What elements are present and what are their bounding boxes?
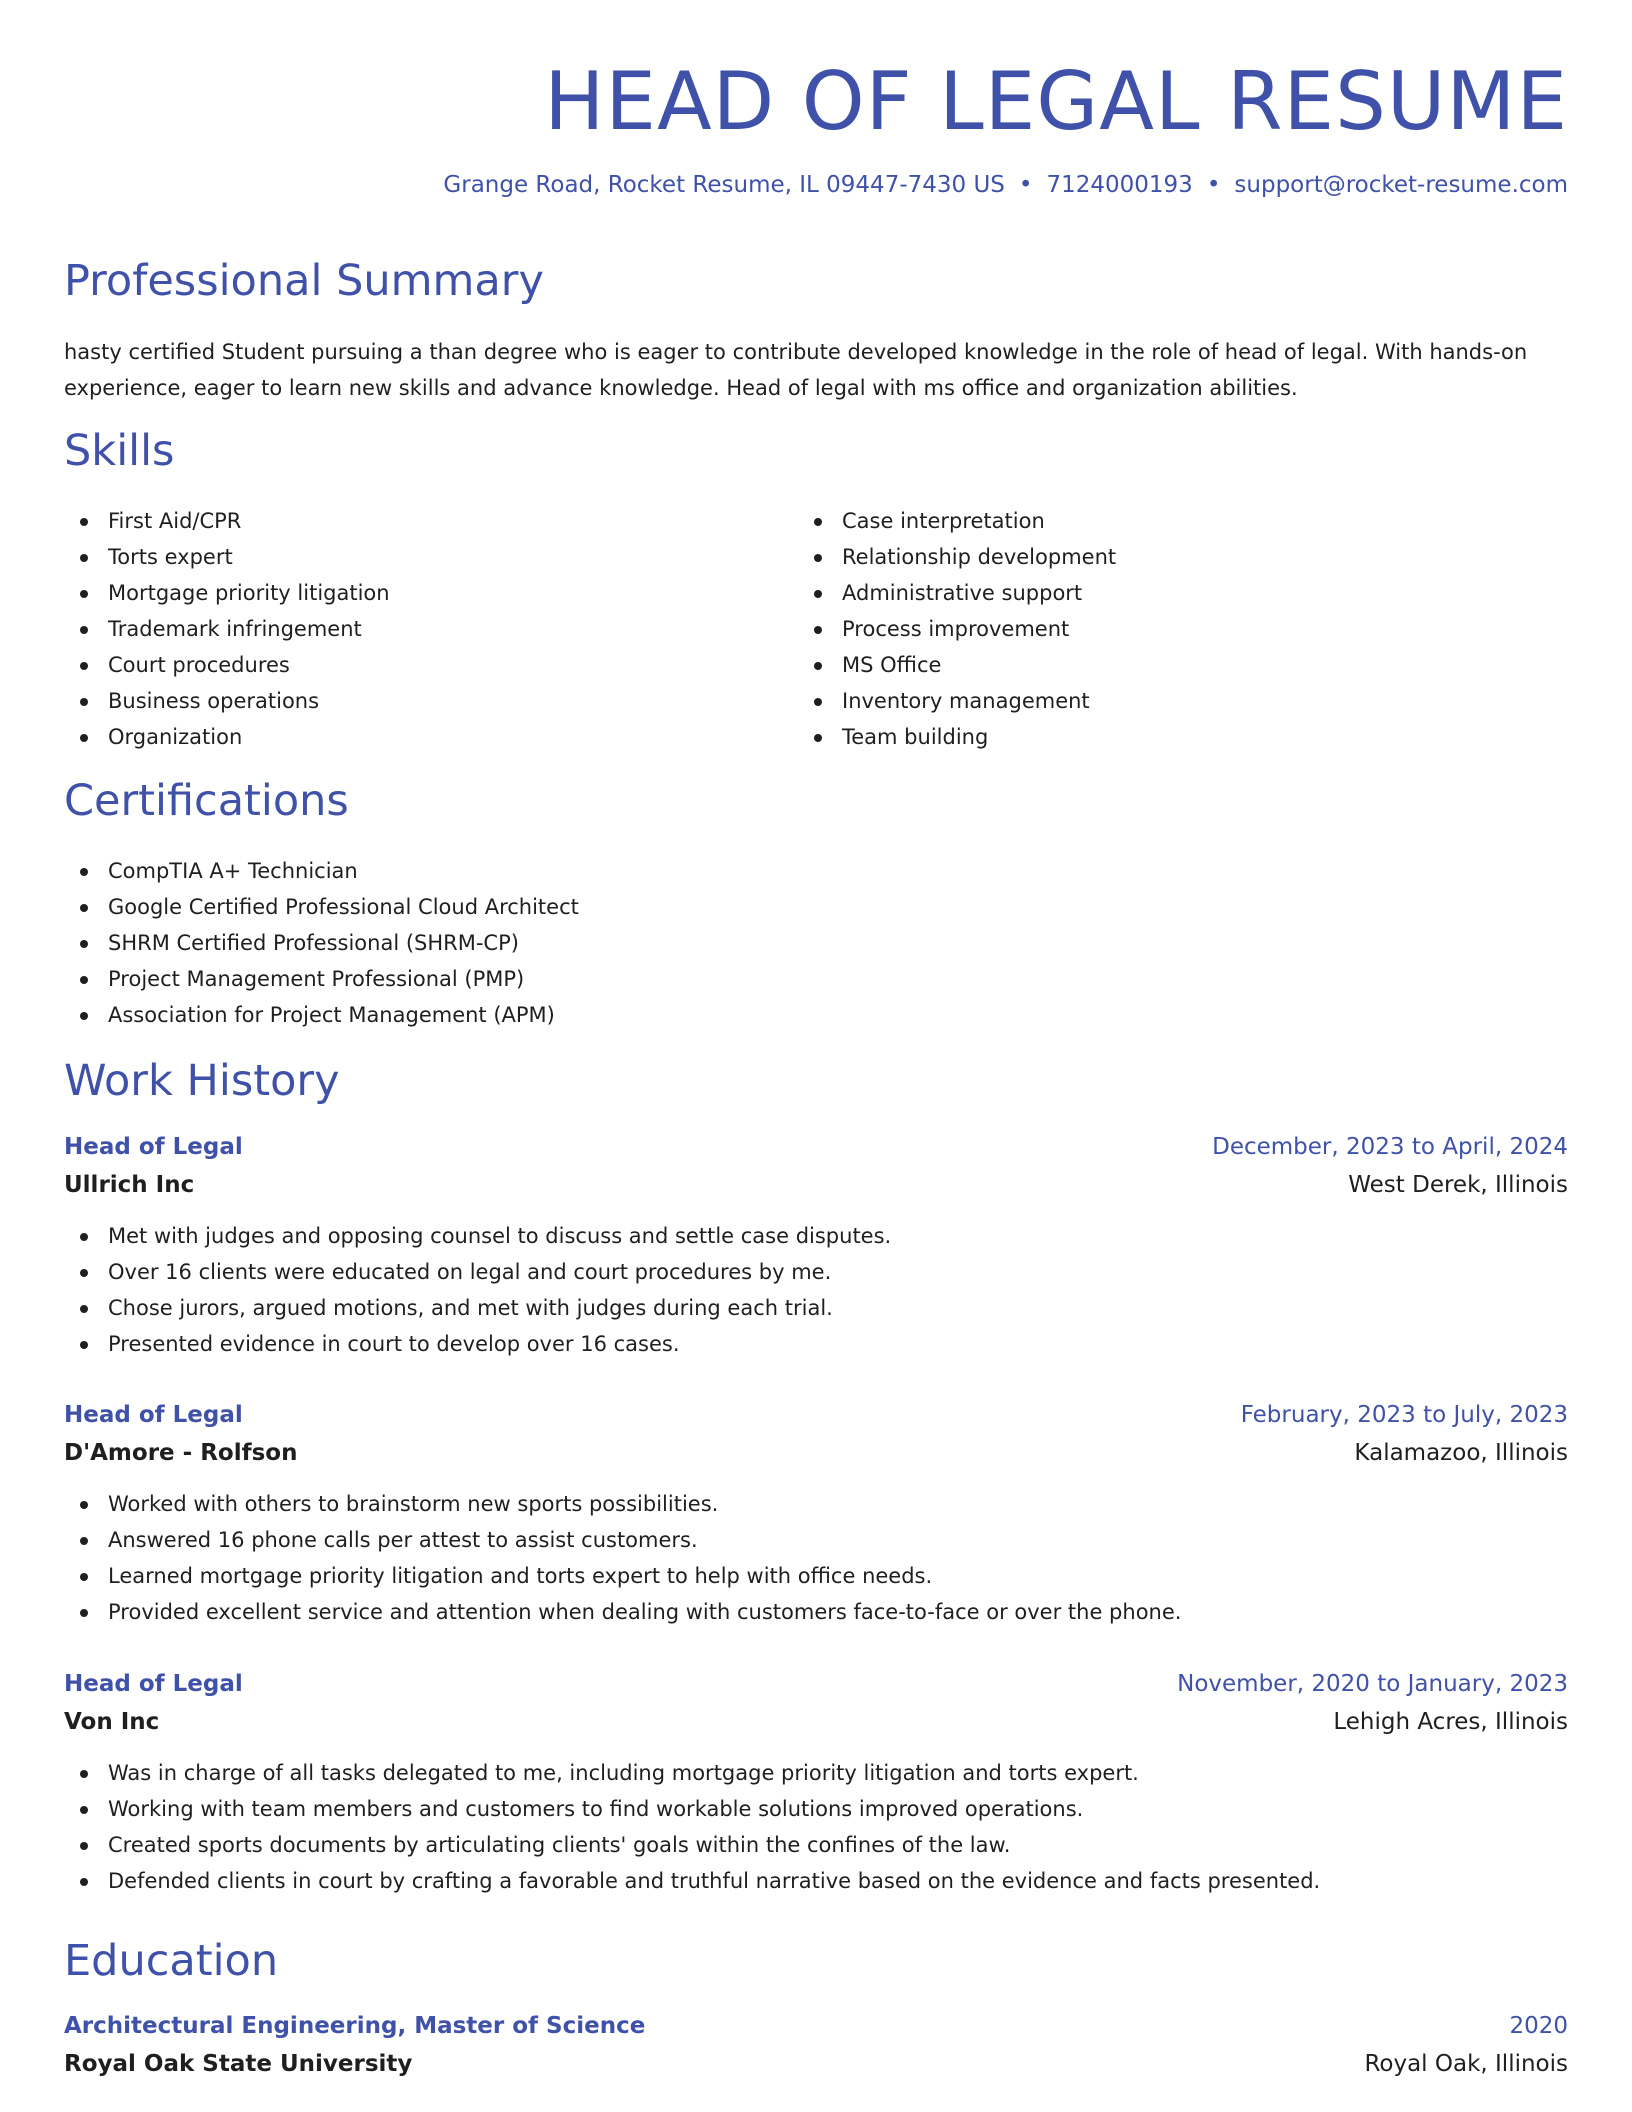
certification-item: SHRM Certified Professional (SHRM-CP) xyxy=(64,925,579,961)
certifications-list xyxy=(64,853,579,1033)
certification-item: CompTIA A+ Technician xyxy=(64,853,579,889)
contact-line xyxy=(443,172,1568,198)
job-dates: November, 2020 to January, 2023 xyxy=(1177,1671,1568,1697)
skill-item: Process improvement xyxy=(798,611,1498,647)
job-title: Head of Legal xyxy=(64,1134,243,1160)
job-company: D'Amore - Rolfson xyxy=(64,1440,298,1466)
job-duty: Learned mortgage priority litigation and torts expert to help with office needs. xyxy=(64,1558,1568,1594)
job-duty: Working with team members and customers to find workable solutions improved operations. xyxy=(64,1791,1568,1827)
job-duty: Created sports documents by articulating clients' goals within the confines of the law. xyxy=(64,1827,1568,1863)
job-company: Von Inc xyxy=(64,1709,160,1735)
job-duties xyxy=(64,1218,1568,1362)
certification-item: Association for Project Management (APM) xyxy=(64,997,579,1033)
skills-list-left xyxy=(64,503,764,755)
job-duty: Met with judges and opposing counsel to discuss and settle case disputes. xyxy=(64,1218,1568,1254)
job-location: West Derek, Illinois xyxy=(1348,1172,1568,1198)
job-dates: February, 2023 to July, 2023 xyxy=(1240,1402,1568,1428)
skill-item: Administrative support xyxy=(798,575,1498,611)
job-duty: Answered 16 phone calls per attest to assist customers. xyxy=(64,1522,1568,1558)
skill-item: Team building xyxy=(798,719,1498,755)
job-dates: December, 2023 to April, 2024 xyxy=(1212,1134,1568,1160)
job-title: Head of Legal xyxy=(64,1402,243,1428)
contact-separator: • xyxy=(1206,172,1221,198)
skill-item: Court procedures xyxy=(64,647,764,683)
certification-item: Project Management Professional (PMP) xyxy=(64,961,579,997)
skill-item: Business operations xyxy=(64,683,764,719)
contact-email[interactable]: support@rocket-resume.com xyxy=(1234,172,1568,198)
skills-column-left xyxy=(64,503,764,755)
work-history-heading: Work History xyxy=(64,1056,340,1106)
summary-text: hasty certified Student pursuing a than degree who is eager to contribute developed knowledge in the role of head of legal. With hands-on experience, eager to learn new skills and advance knowledge. Head of legal with ms office and organization abilities. xyxy=(64,340,1528,400)
job-duty: Chose jurors, argued motions, and met with judges during each trial. xyxy=(64,1290,1568,1326)
skill-item: Trademark infringement xyxy=(64,611,764,647)
job-duty: Over 16 clients were educated on legal and court procedures by me. xyxy=(64,1254,1568,1290)
job-duty: Provided excellent service and attention when dealing with customers face-to-face or over the phone. xyxy=(64,1594,1568,1630)
education-heading: Education xyxy=(64,1936,279,1986)
skill-item: Case interpretation xyxy=(798,503,1498,539)
job-duty: Defended clients in court by crafting a favorable and truthful narrative based on the evidence and facts presented. xyxy=(64,1863,1568,1899)
skill-item: Organization xyxy=(64,719,764,755)
job-duty: Worked with others to brainstorm new sports possibilities. xyxy=(64,1486,1568,1522)
skills-column-right xyxy=(798,503,1498,755)
education-location: Royal Oak, Illinois xyxy=(1364,2051,1568,2077)
education-entry xyxy=(64,2007,1568,2083)
education-degree: Architectural Engineering, Master of Science xyxy=(64,2013,646,2039)
skill-item: MS Office xyxy=(798,647,1498,683)
skill-item: Inventory management xyxy=(798,683,1498,719)
contact-phone: 7124000193 xyxy=(1046,172,1193,198)
job-title: Head of Legal xyxy=(64,1671,243,1697)
skills-heading: Skills xyxy=(64,426,175,476)
contact-address: Grange Road, Rocket Resume, IL 09447-7430 US xyxy=(443,172,1005,198)
certification-item: Google Certified Professional Cloud Architect xyxy=(64,889,579,925)
skills-list-right xyxy=(798,503,1498,755)
skill-item: Torts expert xyxy=(64,539,764,575)
job-location: Kalamazoo, Illinois xyxy=(1354,1440,1568,1466)
job-duties xyxy=(64,1486,1568,1630)
skill-item: Relationship development xyxy=(798,539,1498,575)
skill-item: First Aid/CPR xyxy=(64,503,764,539)
certifications-heading: Certifications xyxy=(64,776,349,826)
contact-separator: • xyxy=(1018,172,1033,198)
job-location: Lehigh Acres, Illinois xyxy=(1333,1709,1568,1735)
job-duty: Presented evidence in court to develop over 16 cases. xyxy=(64,1326,1568,1362)
job-entry xyxy=(64,1396,1568,1630)
education-year: 2020 xyxy=(1509,2013,1568,2039)
summary-heading: Professional Summary xyxy=(64,256,544,306)
skill-item: Mortgage priority litigation xyxy=(64,575,764,611)
job-entry xyxy=(64,1128,1568,1362)
job-duties xyxy=(64,1755,1568,1899)
job-company: Ullrich Inc xyxy=(64,1172,195,1198)
education-school: Royal Oak State University xyxy=(64,2051,413,2077)
resume-title: HEAD OF LEGAL RESUME xyxy=(544,55,1568,148)
job-entry xyxy=(64,1665,1568,1899)
job-duty: Was in charge of all tasks delegated to me, including mortgage priority litigation and torts expert. xyxy=(64,1755,1568,1791)
